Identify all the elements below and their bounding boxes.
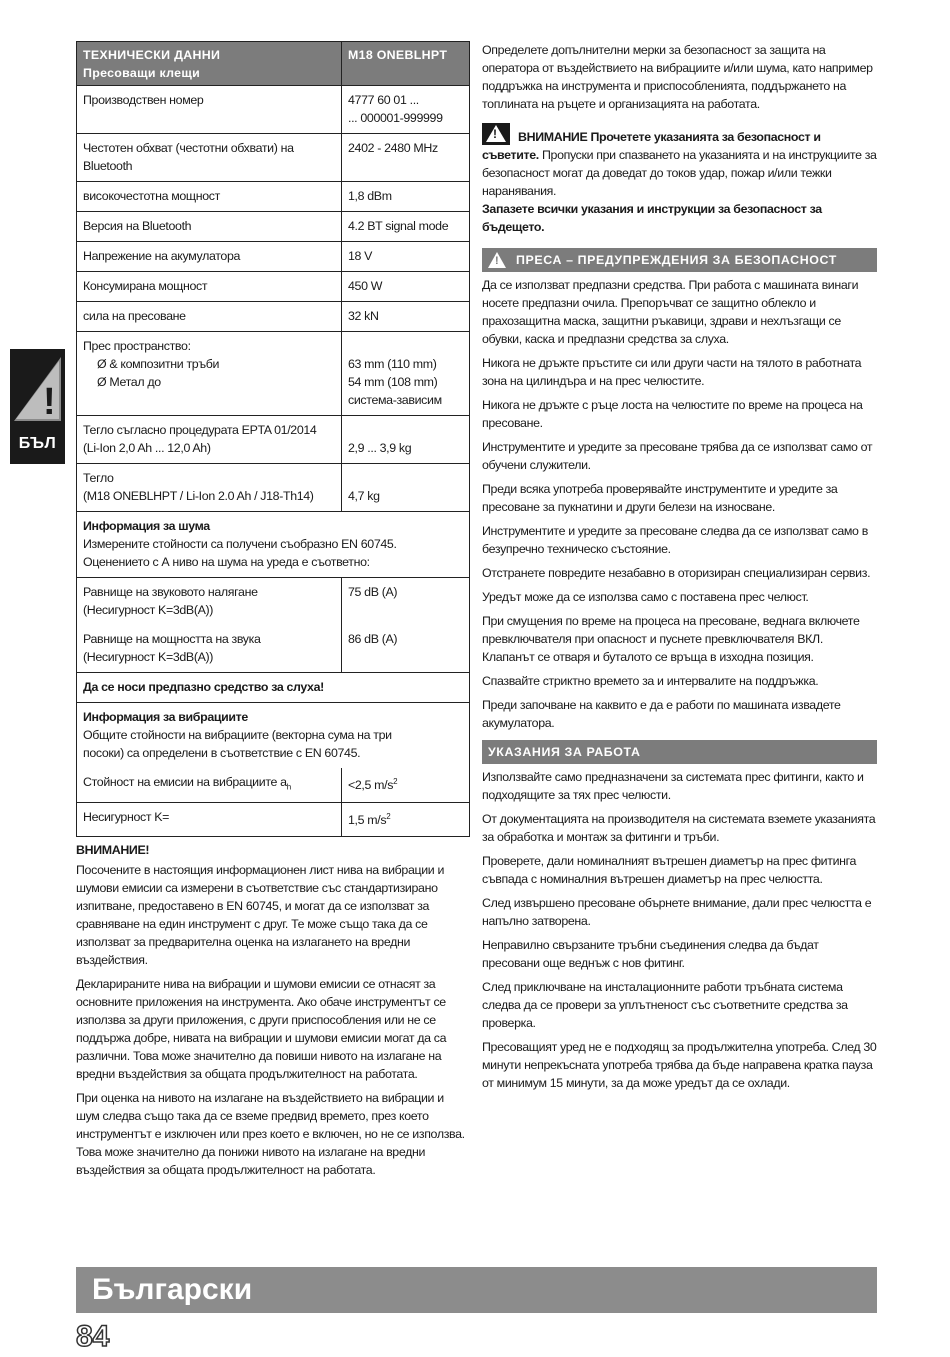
spec-value: 1,8 dBm [342,182,470,212]
noise-title: Информация за шума [83,519,210,533]
table-row [77,86,470,134]
press-safety-list [482,276,877,732]
spec-value [342,416,470,464]
spec-value-line: ... 000001-999999 [348,111,443,125]
list-item: Никога не дръжте пръстите си или други части на тялото в работната зона на цилиндъра и на прес челюстите. [482,356,862,388]
spec-label-line: (Несигурност K=3dB(A)) [83,603,214,617]
spec-value [342,86,470,134]
spec-value-line: 4,7 kg [348,489,380,503]
section-title: ПРЕСА – ПРЕДУПРЕЖДЕНИЯ ЗА БЕЗОПАСНОСТ [516,253,837,267]
table-row [77,302,470,332]
vibration-title: Информация за вибрациите [83,710,248,724]
warning-text: Пропуски при спазването на указанията и на инструкциите за безопасност могат да доведат до токов удар, пожар и/или тежки наранявания. [482,148,877,198]
list-item: Никога не дръжте с ръце лоста на челюстите по време на процеса на пресоване. [482,398,863,430]
paragraph: При оценка на нивото на излагане на въздействието на вибрации и шум следва също така да се вземе предвид времето, през което инструментът е изключен или през което е включен, но не се използва. Това може значително да понижи нивото на излагане на вредни въздействия за общата продължителност на работата. [76,1090,465,1177]
table-row [77,272,470,302]
list-item: Спазвайте стриктно времето за и интервалите на поддръжка. [482,674,819,688]
spec-header-model: M18 ONEBLHPT [342,42,470,86]
spec-value [342,768,470,803]
spec-label-line: Равнище на мощността на звука [83,632,261,646]
list-item: Проверете, дали номиналният вътрешен диаметър на прес фитинга съвпада с номиналния вътрешен диаметър на прес челюстта. [482,854,857,886]
list-item: Пресоващият уред не е подходящ за продължителна употреба. След 30 минути непрекъсната употреба трябва да бъде направена кратка пауза от минимум 15 минути, за да може уредът да се охлади. [482,1040,877,1090]
spec-label [77,768,342,803]
hearing-protection-note: Да се носи предпазно средство за слуха! [77,673,470,703]
right-column [482,41,877,1098]
warning-bold: ВНИМАНИЕ Прочетете указанията за безопасност и съветите. [482,130,821,162]
spec-value [342,464,470,512]
list-item: След извършено пресоване обърнете внимание, дали прес челюстта е напълно затворена. [482,896,872,928]
list-item: От документацията на производителя на системата вземете указанията за обработка и монтаж за фитинги и тръби. [482,812,876,844]
spec-value: 2402 - 2480 MHz [342,134,470,182]
vibration-section [77,703,470,769]
spec-value: 75 dB (A) [342,578,470,626]
paragraph: Определете допълнителни мерки за безопасност за защита на оператора от въздействието на вибрациите и/или шума, като например поддръжка на инструмента и приспособленията, поддържането на топлината на ръцете и организацията на работата. [482,43,873,111]
press-space-value: система-зависим [348,393,442,407]
spec-label [77,578,342,626]
warning-heading: ВНИМАНИЕ! [76,842,150,857]
paragraph: Посочените в настоящия информационен лист нива на вибрации и шумови емисии са измерени в съответствие със стандартизирано изпитване, предоставено в EN 60745, и могат да се използват за сравняване на един инструмент с друг. Те може също така да се използват за предварителна оценка на излагането на вредни въздействия. [76,862,445,967]
svg-text:!: ! [43,381,56,423]
emission-value: <2,5 m/s [348,778,394,793]
spec-label-line: Тегло съгласно процедурата EPTA 01/2014 [83,423,317,437]
spec-value: 86 dB (A) [342,625,470,673]
table-row [77,242,470,272]
spec-header-title-cell [77,42,342,86]
section-header-work-instructions [482,740,877,764]
emission-sup: 2 [393,777,398,786]
footer-language-title: Български [92,1273,253,1306]
spec-value: 450 W [342,272,470,302]
noise-desc: Измерените стойности са получени съобразно EN 60745. [83,537,397,551]
press-space-value: 63 mm (110 mm) [348,357,437,371]
list-item: Използвайте само предназначени за системата прес фитинги, както и подходящите за тях прес челюсти. [482,770,864,802]
vibration-header-cell [77,703,470,769]
vibration-desc: посоки) са определени в съответствие с EN 60745. [83,746,361,760]
list-item: Отстранете повредите незабавно в оторизиран специализиран сервиз. [482,566,871,580]
emission-label: Стойност на емисии на вибрациите a [83,775,287,789]
spec-label-line: Равнище на звуковото налягане [83,585,258,599]
list-item: След приключване на инсталационните работи тръбната система следва да се провери за уплътненост със съответните средства за проверка. [482,980,848,1030]
spec-label [77,625,342,673]
spec-header-subtitle: Пресоващи клещи [83,66,201,80]
list-item: Уредът може да се използва само с поставена прес челюст. [482,590,809,604]
spec-label [77,464,342,512]
table-row [77,182,470,212]
table-row [77,768,470,803]
safety-warning [482,123,877,200]
spec-table-header [77,42,470,86]
uncertainty-value: 1,5 m/s [348,813,387,828]
table-row [77,212,470,242]
spec-label-line: (M18 ONEBLHPT / Li-Ion 2.0 Ah / J18-Th14) [83,489,314,503]
list-item: При смущения по време на процеса на пресоване, веднага включете превключвателя при опасност и пуснете превключвателя ВКЛ. Клапанът се отваря и буталото се връща в изходна позиция. [482,614,860,664]
spec-value: 4.2 BT signal mode [342,212,470,242]
noise-desc: Оценението с А ниво на шума на уреда е съответно: [83,555,370,569]
table-row [77,625,470,673]
language-side-tab [10,349,65,464]
footer-language-bar [76,1267,877,1313]
table-row [77,134,470,182]
spec-label: Версия на Bluetooth [77,212,342,242]
spec-label: Консумирана мощност [77,272,342,302]
uncertainty-sup: 2 [386,812,391,822]
warning-keep: Запазете всички указания и инструкции за безопасност за бъдещето. [482,202,822,234]
page-number: 84 [76,1320,110,1353]
emission-sub: h [286,782,291,792]
side-tab-label: БЪЛ [18,435,57,452]
spec-label: Производствен номер [77,86,342,134]
spec-label: високочестотна мощност [77,182,342,212]
spec-label [77,332,342,416]
list-item: Преди започване на каквито е да е работи по машината извадете акумулатора. [482,698,841,730]
spec-label-line: Bluetooth [83,159,133,173]
list-item: Неправилно свързаните тръбни съединения следва да бъдат пресовани още веднъж с нов фитинг. [482,938,819,970]
spec-label: сила на пресоване [77,302,342,332]
spec-value-line: 2,9 ... 3,9 kg [348,441,412,455]
spec-table [76,41,470,837]
spec-value [342,332,470,416]
warning-triangle-icon: ! [488,252,506,268]
list-item: Инструментите и уредите за пресоване трябва да се използват само от обучени служители. [482,440,873,472]
spec-label: Несигурност K= [77,803,342,836]
table-row [77,416,470,464]
spec-label-line: (Li-Ion 2,0 Ah ... 12,0 Ah) [83,441,211,455]
noise-section [77,512,470,578]
press-space-metal: Ø Метал до [97,375,161,389]
spec-value: 32 kN [342,302,470,332]
warning-triangle-icon: ! [482,123,510,145]
table-row [77,332,470,416]
list-item: Преди всяка употреба проверявайте инструментите и уредите за пресоване за пукнатини и други белези на износване. [482,482,838,514]
vibration-desc: Общите стойности на вибрациите (векторна сума на три [83,728,392,742]
spec-label-line: (Несигурност K=3dB(A)) [83,650,214,664]
press-space-label: Прес пространство: [83,339,191,353]
section-header-press-safety [482,248,877,272]
press-space-value: 54 mm (108 mm) [348,375,438,389]
spec-label: Напрежение на акумулатора [77,242,342,272]
spec-header-title: ТЕХНИЧЕСКИ ДАННИ [83,48,221,62]
spec-label-line: Тегло [83,471,114,485]
list-item: Инструментите и уредите за пресоване следва да се използват само в безупречно техническо състояние. [482,524,868,556]
paragraph: Декларираните нива на вибрации и шумови емисии се отнасят за основните приложения на инструмента. Ако обаче инструментът се използва за други приложения, с други приспособления или не се поддържа добре, нивата на вибрации и шумови емисии могат да са различни. Това може значително да повиши нивото на излагане на вредни въздействия за общата продължителност на работата. [76,976,447,1081]
table-row [77,673,470,703]
section-title: УКАЗАНИЯ ЗА РАБОТА [488,745,641,759]
press-space-composite: Ø & композитни тръби [97,357,220,371]
table-row [77,464,470,512]
spec-value-line: 4777 60 01 ... [348,93,419,107]
spec-label [77,134,342,182]
left-column [76,41,470,1185]
list-item: Да се използват предпазни средства. При работа с машината винаги носете предпазни очила. Препоръчват се защитно облекло и прахозащитна маска, защитни ръкавици, здрави и нехлъзгащи се обувки, каска и предпазни средства за слуха. [482,278,859,346]
spec-value: 18 V [342,242,470,272]
noise-header-cell [77,512,470,578]
table-row [77,578,470,626]
table-row [77,803,470,836]
spec-value [342,803,470,836]
spec-label [77,416,342,464]
work-instructions-list [482,768,877,1092]
spec-label-line: Честотен обхват (честотни обхвати) на [83,141,294,155]
